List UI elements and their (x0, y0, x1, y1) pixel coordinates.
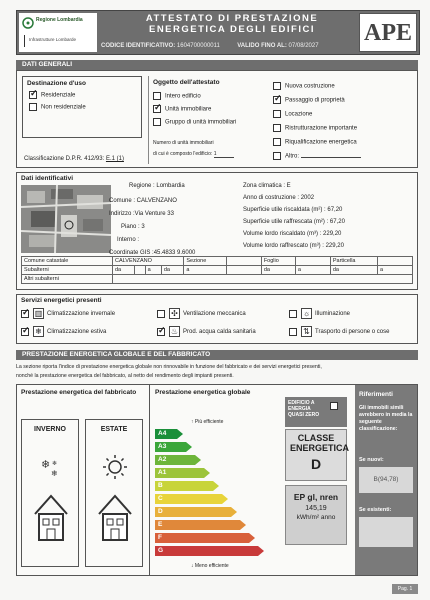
house-summer-icon (97, 494, 133, 542)
table-row (22, 266, 413, 275)
comune-catastale-label: Comune catastale (22, 257, 113, 266)
residenziale-label: Residenziale (41, 92, 76, 99)
indirizzo: Indirizzo :Via Venture 33 (109, 211, 174, 217)
prestazione-desc2: nonché la prestazione energetica del fabbricato, al netto del rendimento degli impianti presenti. (16, 373, 234, 379)
doc-title (101, 13, 363, 35)
unita-label: Unità immobiliare (165, 106, 212, 113)
riferimenti-panel (355, 385, 417, 575)
altro-field[interactable] (301, 157, 361, 158)
table-row (22, 275, 413, 284)
se-nuovi-value: B(94,78) (359, 467, 413, 493)
class-label: B (158, 482, 163, 489)
classificazione-label: Classificazione D.P.R. 412/93: (24, 156, 105, 162)
nuova-label: Nuova costruzione (285, 83, 335, 90)
valid-label: VALIDO FINO AL: (237, 43, 287, 49)
prestazione-desc1: La sezione riporta l'indice di prestazione energetica globale non rinnovabile in funzione del fabbricato e dei servizi energetici presenti, (16, 364, 322, 370)
altri-subalterni-label: Altri subalterni (22, 275, 113, 284)
numero-label1: Numero di unità immobiliari (153, 140, 214, 146)
class-label: A4 (158, 430, 167, 437)
sup-risc: Superficie utile riscaldata (m²) : 67,20 (243, 207, 343, 213)
snowflake-icon: ❄ (33, 326, 44, 337)
se-esistenti-label: Se esistenti: (359, 507, 392, 513)
illum-checkbox[interactable] (289, 310, 297, 318)
class-scale (155, 429, 275, 559)
snowflake-icon (38, 456, 64, 480)
class-bar-e (155, 520, 240, 530)
nzeb-checkbox[interactable] (330, 402, 338, 410)
clima-est-checkbox[interactable] (21, 328, 29, 336)
a-label-4: a (378, 266, 413, 275)
class-label: A2 (158, 456, 167, 463)
ep-label: EP gl, nren (293, 492, 339, 502)
class-label: C (158, 495, 163, 502)
ep-unit: kWh/m² anno (296, 514, 336, 521)
da-label: da (113, 266, 135, 275)
inverno-panel (21, 419, 79, 567)
illum-item[interactable] (289, 308, 350, 319)
trasporto-item[interactable] (289, 326, 389, 337)
infra-name: Infrastrutture Lombarde (29, 37, 77, 42)
nuova-checkbox[interactable] (273, 82, 281, 90)
intero-checkbox[interactable] (153, 92, 161, 100)
inverno-label: INVERNO (34, 426, 66, 433)
non-residenziale-option[interactable] (29, 103, 86, 111)
prestazione-box (16, 384, 418, 576)
regione: Regione : Lombardia (129, 183, 185, 189)
altro-label: Altro: (285, 153, 300, 160)
riqualificazione-label: Riqualificazione energetica (285, 139, 357, 146)
class-bar-d (155, 507, 231, 517)
zona: Zona climatica : E (243, 183, 291, 189)
clima-inv-label: Climatizzazione invernale (47, 311, 116, 318)
anno: Anno di costruzione : 2002 (243, 195, 315, 201)
valid-value: 07/08/2027 (288, 43, 319, 49)
class-bar-a3 (155, 442, 186, 452)
nuova-option[interactable] (273, 82, 335, 90)
intero-label: Intero edificio (165, 93, 201, 100)
ep-value: 145,19 (305, 505, 327, 512)
servizi-title: Servizi energetici presenti (21, 297, 102, 304)
dati-identificativi-box (16, 172, 418, 290)
clima-inv-checkbox[interactable] (21, 310, 29, 318)
a-label-3: a (295, 266, 330, 275)
numero-label2 (153, 151, 234, 158)
a-label: a (145, 266, 161, 275)
class-bar-g (155, 546, 258, 556)
section-bar-dati-generali: DATI GENERALI (16, 60, 418, 70)
acqua-item[interactable] (157, 326, 256, 337)
class-label: A3 (158, 443, 167, 450)
ristrutturazione-label: Ristrutturazione importante (285, 125, 358, 132)
piano: Piano : 3 (121, 224, 145, 230)
vol-risc: Volume lordo riscaldato (m³) : 229,20 (243, 231, 342, 237)
class-label: A1 (158, 469, 167, 476)
locazione-option[interactable] (273, 110, 312, 118)
region-logo (19, 13, 97, 52)
globale-title: Prestazione energetica globale (155, 389, 251, 396)
clima-est-item[interactable] (21, 326, 106, 337)
meno-efficiente (191, 563, 229, 569)
aerial-map-image (21, 185, 111, 253)
code-label: CODICE IDENTIFICATIVO: (101, 43, 176, 49)
se-esistenti-value (359, 517, 413, 547)
riferimenti-text: Gli immobili simili avrebbero in media la seguente classificazione: (359, 405, 413, 432)
classificazione (24, 156, 124, 162)
radiator-icon: ▥ (34, 309, 43, 318)
non-residenziale-checkbox[interactable] (29, 103, 37, 111)
class-label: G (158, 547, 164, 554)
code-row (101, 43, 363, 49)
header-band (16, 10, 420, 55)
passaggio-label: Passaggio di proprietà (285, 97, 345, 104)
ape-logo: APE (359, 13, 417, 52)
riqualificazione-checkbox[interactable] (273, 138, 281, 146)
interno: Interno : (117, 237, 140, 243)
se-nuovi-label: Se nuovi: (359, 457, 384, 463)
unita-option[interactable] (153, 105, 211, 113)
numero-label2-text: di cui è composto l'edificio: (153, 151, 213, 157)
da-label-3: da (261, 266, 295, 275)
estate-panel (85, 419, 143, 567)
vol-raff: Volume lordo raffrescato (m³) : 229,20 (243, 243, 344, 249)
region-rose-icon (22, 17, 34, 29)
altro-option[interactable] (273, 152, 361, 160)
destinazione-title: Destinazione d'uso (27, 80, 86, 87)
section-bar-prestazione: PRESTAZIONE ENERGETICA GLOBALE E DEL FABBRICATO (16, 350, 418, 360)
table-row (22, 257, 413, 266)
estate-label: ESTATE (100, 426, 128, 433)
riferimenti-title: Riferimenti (359, 391, 393, 398)
region-name: Regione Lombardia (36, 17, 83, 23)
class-bar-a2 (155, 455, 195, 465)
destinazione-box (22, 76, 142, 138)
class-bar-b (155, 481, 213, 491)
arrow-up-icon: ↑ (191, 419, 194, 425)
subalterni-label: Subalterni (22, 266, 113, 275)
classificazione-value: E.1 (1) (105, 156, 124, 162)
class-label: F (158, 534, 162, 541)
unita-checkbox[interactable] (153, 105, 161, 113)
class-bar-c (155, 494, 222, 504)
catasto-table (21, 256, 413, 284)
elevator-icon: ⇅ (301, 326, 312, 337)
da-label-4: da (330, 266, 377, 275)
clima-inv-item[interactable] (21, 308, 115, 319)
vent-checkbox[interactable] (157, 310, 165, 318)
acqua-checkbox[interactable] (157, 328, 165, 336)
classe-label: CLASSE ENERGETICA (290, 433, 350, 453)
residenziale-checkbox[interactable] (29, 91, 37, 99)
sun-icon (102, 454, 128, 480)
page-number: Pag. 1 (392, 584, 418, 594)
trasporto-label: Trasporto di persone o cose (315, 329, 390, 336)
gruppo-option[interactable] (153, 118, 236, 126)
numero-value: 1 (214, 151, 234, 158)
code-value: 1604700000011 (176, 43, 220, 49)
particella-label: Particella (330, 257, 377, 266)
fabbricato-panel (17, 385, 150, 575)
passaggio-checkbox[interactable] (273, 96, 281, 104)
svg-text:❄: ❄ (41, 459, 51, 471)
trasporto-checkbox[interactable] (289, 328, 297, 336)
comune: Comune : CALVENZANO (109, 198, 177, 204)
fan-icon: ✣ (169, 308, 180, 319)
riqualificazione-option[interactable] (273, 138, 357, 146)
piu-efficiente (191, 419, 223, 425)
sup-raff: Superficie utile raffrescata (m²) : 67,20 (243, 219, 345, 225)
residenziale-option[interactable] (29, 91, 75, 99)
foglio-label: Foglio (261, 257, 295, 266)
coordinate: Coordinate GIS :45.4833 9.6000 (109, 250, 196, 256)
tap-icon: ♨ (170, 327, 179, 336)
dati-identificativi-title: Dati identificativi (21, 175, 74, 182)
acqua-label: Prod. acqua calda sanitaria (183, 329, 256, 336)
class-bar-a1 (155, 468, 204, 478)
class-label: D (158, 508, 163, 515)
clima-est-label: Climatizzazione estiva (47, 329, 107, 336)
svg-text:❄: ❄ (52, 461, 58, 467)
ep-box (285, 485, 347, 545)
gruppo-label: Gruppo di unità immobiliari (165, 119, 237, 126)
ristrutturazione-option[interactable] (273, 124, 357, 132)
nzeb-box (285, 397, 347, 427)
classe-value: D (310, 456, 322, 472)
comune-catastale-value: CALVENZANO (113, 257, 184, 266)
oggetto-area (148, 76, 417, 164)
vent-item[interactable] (157, 308, 246, 319)
sezione-label: Sezione (184, 257, 226, 266)
svg-text:❄: ❄ (51, 469, 58, 478)
arrow-down-icon: ↓ (191, 563, 194, 569)
classe-box (285, 429, 350, 481)
altro-checkbox[interactable] (273, 152, 281, 160)
nzeb-label: EDIFICIO A ENERGIA QUASI ZERO (288, 400, 320, 418)
title-line2: ENERGETICA DEGLI EDIFICI (148, 24, 316, 35)
passaggio-option[interactable] (273, 96, 345, 104)
locazione-checkbox[interactable] (273, 110, 281, 118)
globale-panel (151, 385, 353, 575)
locazione-label: Locazione (285, 111, 313, 118)
illum-label: Illuminazione (315, 311, 351, 318)
piu-eff-label: Più efficiente (194, 419, 224, 425)
intero-option[interactable] (153, 92, 201, 100)
meno-eff-label: Meno efficiente (194, 563, 229, 569)
bulb-icon: ☼ (302, 309, 311, 318)
servizi-box (16, 294, 418, 344)
vent-label: Ventilazione meccanica (183, 311, 246, 318)
fabbricato-title: Prestazione energetica del fabbricato (21, 389, 137, 396)
da-label-2: da (161, 266, 184, 275)
title-line1: ATTESTATO DI PRESTAZIONE (145, 13, 319, 24)
gruppo-checkbox[interactable] (153, 118, 161, 126)
class-bar-a4 (155, 429, 177, 439)
non-residenziale-label: Non residenziale (41, 104, 86, 111)
a-label-2: a (184, 266, 226, 275)
house-winter-icon (33, 494, 69, 542)
oggetto-title: Oggetto dell'attestato (153, 79, 220, 86)
class-label: E (158, 521, 163, 528)
class-bar-f (155, 533, 249, 543)
ristrutturazione-checkbox[interactable] (273, 124, 281, 132)
